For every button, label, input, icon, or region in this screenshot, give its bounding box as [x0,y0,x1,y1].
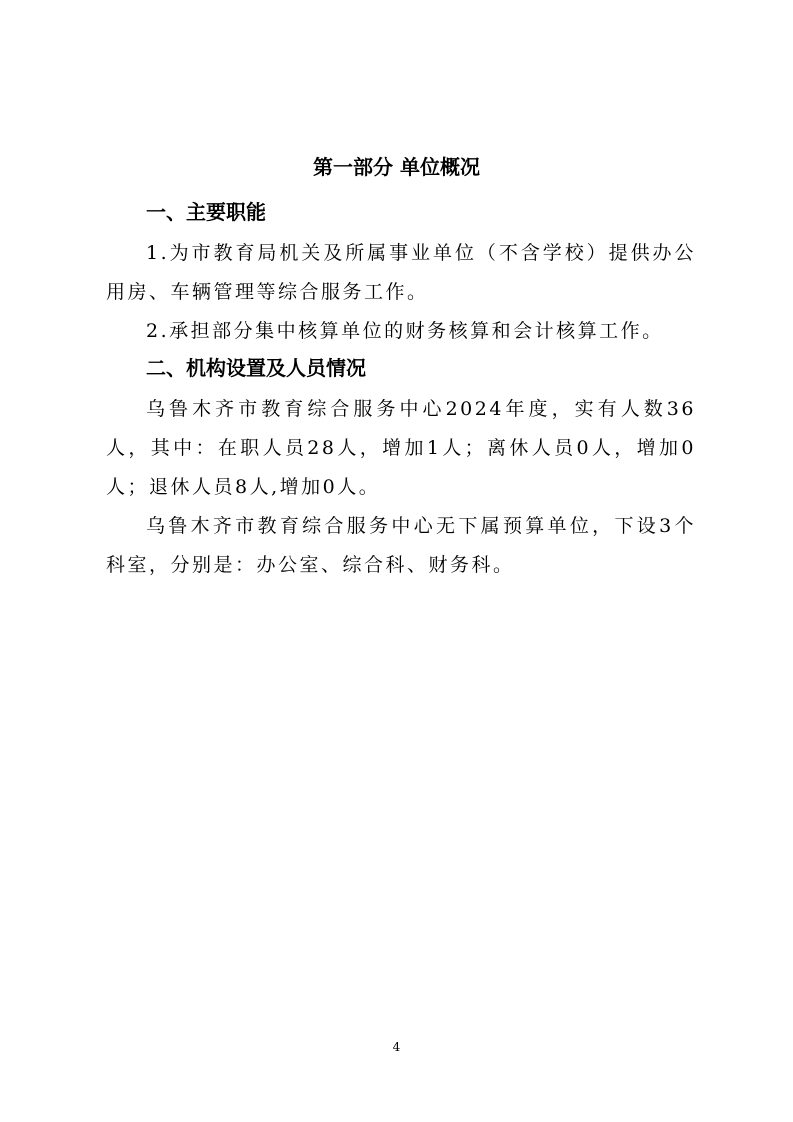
page-number: 4 [392,1040,401,1054]
section-heading-organization: 二、机构设置及人员情况 [146,356,366,380]
part-title: 第一部分 单位概况 [313,155,480,179]
function-item-2: 2.承担部分集中核算单位的财务核算和会计核算工作。 [146,320,664,342]
function-item-1: 1.为市教育局机关及所属事业单位（不含学校）提供办公用房、车辆管理等综合服务工作。 [106,242,696,303]
staffing-paragraph: 乌鲁木齐市教育综合服务中心2024年度，实有人数36人，其中：在职人员28人，增加1人；离休人员0人，增加0人；退休人员8人,增加0人。 [106,398,696,498]
section-heading-main-functions: 一、主要职能 [146,200,266,224]
departments-paragraph: 乌鲁木齐市教育综合服务中心无下属预算单位，下设3个科室，分别是：办公室、综合科、财务科。 [106,515,696,576]
